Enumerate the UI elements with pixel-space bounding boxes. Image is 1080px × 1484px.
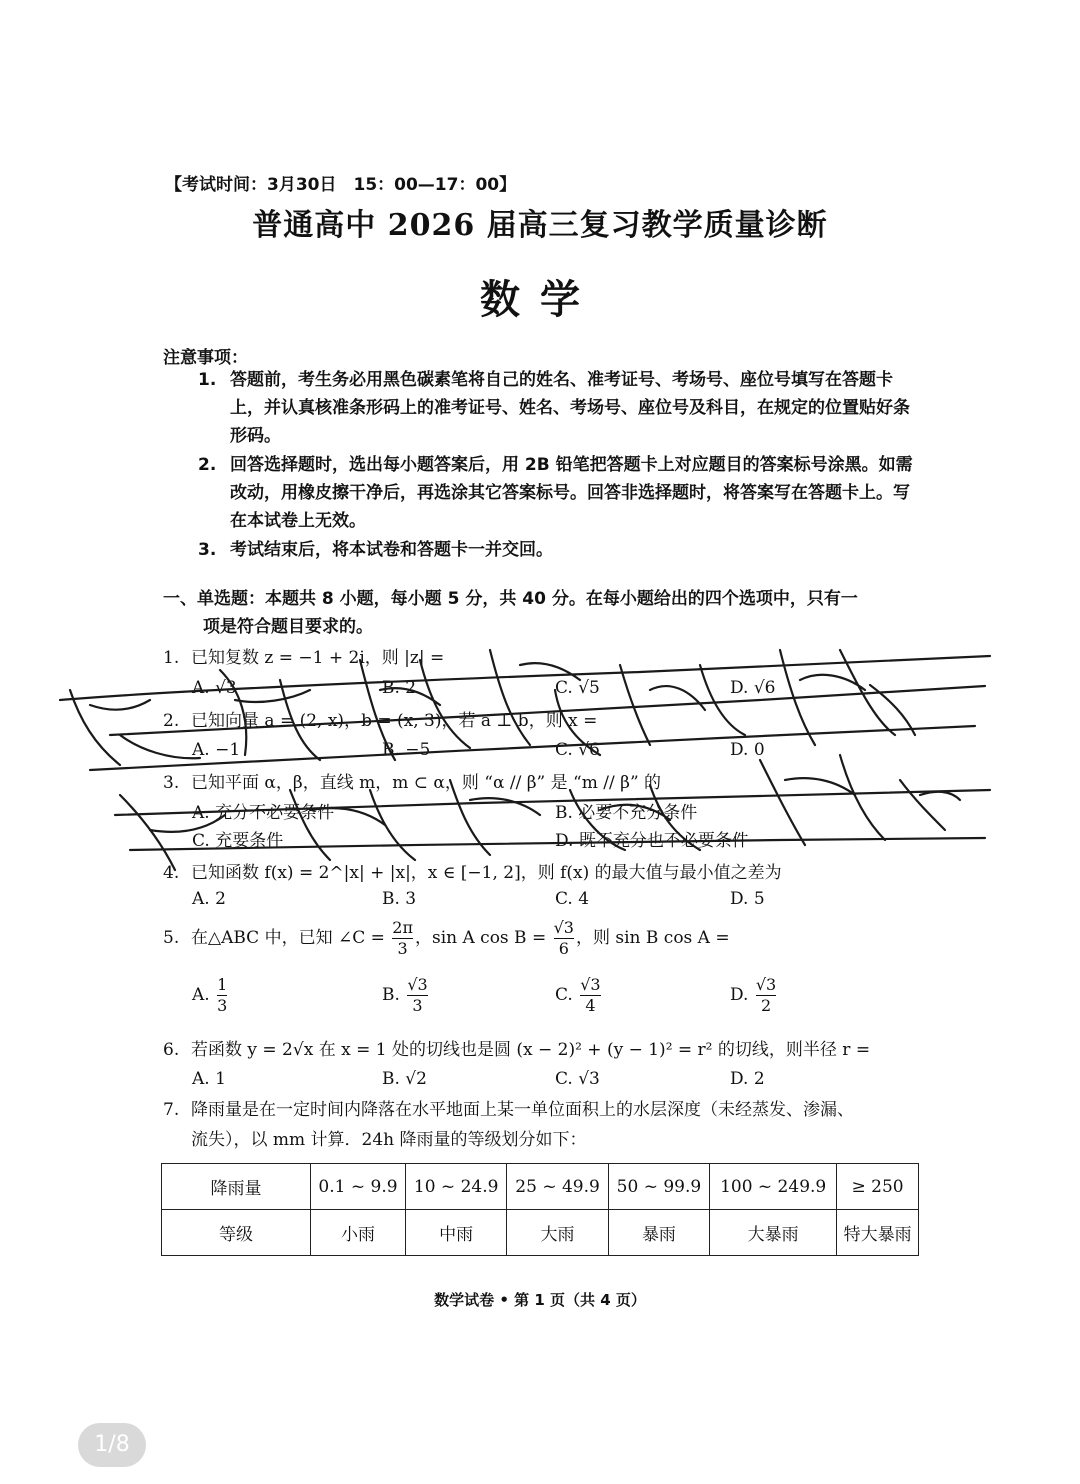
fraction-numerator: √3 [755,975,777,994]
notice-text: 答题前，考生务必用黑色碳素笔将自己的姓名、准考证号、考场号、座位号填写在答题卡上，并认真核准条形码上的准考证号、姓名、考场号、座位号及科目，在规定的位置贴好条形码。 [230,370,910,446]
fraction-numerator: 1 [217,975,228,994]
option-a: A. 1 [192,1069,226,1089]
option-label: C. [555,985,573,1005]
question-stem: ，则 sin B cos A = [575,928,730,948]
notice-item-1 [198,366,923,450]
section-line-2: 项是符合题目要求的。 [203,617,373,637]
question-number: 5. [163,928,180,948]
table-cell: 暴雨 [608,1210,709,1256]
option-c: C. 4 [555,889,590,909]
question-6 [163,1035,870,1060]
option-c: C. √5 [555,678,600,698]
option-a: A. 充分不必要条件 [192,803,335,823]
option-b: B. 必要不充分条件 [555,803,698,823]
table-cell: 25 ~ 49.9 [507,1164,608,1210]
table-cell: 中雨 [405,1210,506,1256]
option-label: B. [382,985,400,1005]
fraction-denominator: 4 [580,995,600,1016]
option-b: B. 2 [382,678,417,698]
notice-number: 3. [198,540,217,560]
question-number: 1. [163,648,180,668]
table-row [162,1210,919,1256]
option-label: A. [192,985,210,1005]
section-line-1: 一、单选题：本题共 8 小题，每小题 5 分，共 40 分。在每小题给出的四个选项中，只有一 [163,589,858,609]
question-number: 7. [163,1100,180,1120]
option-d [730,975,778,1016]
table-cell: 10 ~ 24.9 [405,1164,506,1210]
exam-title: 普通高中 2026 届高三复习教学质量诊断 [252,208,828,243]
option-b [382,975,430,1016]
scribble-stroke [620,665,745,745]
option-a: A. −1 [192,740,241,760]
fraction-denominator: 3 [407,995,427,1016]
option-d: D. 2 [730,1069,765,1089]
question-2 [163,706,597,731]
scribble-stroke [900,780,960,830]
table-cell: ≥ 250 [837,1164,919,1210]
option-c: C. 充要条件 [192,831,284,851]
fraction-numerator: √3 [580,975,601,994]
option-c: C. √3 [555,1069,600,1089]
table-cell: 0.1 ~ 9.9 [311,1164,406,1210]
option-fraction [217,975,227,1016]
question-7 [163,1095,923,1155]
fraction-denominator: 6 [554,938,574,959]
table-cell: 50 ~ 99.9 [608,1164,709,1210]
question-stem-line-2: 流失），以 mm 计算．24h 降雨量的等级划分如下： [191,1130,587,1150]
question-number: 4. [163,863,180,883]
scribble-stroke [780,650,895,745]
option-fraction [580,975,600,1016]
scribble-stroke [870,685,915,735]
subject-title: 数学 [480,276,600,323]
notice-number: 1. [198,370,217,390]
option-d: D. √6 [730,678,776,698]
option-b: B. −5 [382,740,431,760]
option-b: B. √2 [382,1069,427,1089]
question-stem: 已知复数 z = −1 + 2i，则 |z| = [191,648,445,668]
table-cell: 大雨 [507,1210,608,1256]
notice-item-2 [198,451,923,535]
fraction-numerator: √3 [407,975,428,994]
exam-time: 【考试时间：3月30日 15：00—17：00】 [165,175,517,195]
option-d: D. 0 [730,740,765,760]
fraction-numerator: 2π [392,918,413,937]
question-stem: 在△ABC 中，已知 ∠C = [191,928,385,948]
option-d: D. 既不充分也不必要条件 [555,831,749,851]
question-1 [163,643,444,668]
option-a: A. √3 [192,678,237,698]
table-header-cell: 降雨量 [162,1164,311,1210]
table-row [162,1164,919,1210]
question-stem: 已知函数 f(x) = 2^|x| + |x|，x ∈ [−1, 2]，则 f(x) 的最大值与最小值之差为 [191,863,782,883]
table-cell: 大暴雨 [710,1210,837,1256]
page-footer: 数学试卷 • 第 1 页（共 4 页） [434,1291,646,1309]
notice-text: 考试结束后，将本试卷和答题卡一并交回。 [230,540,553,560]
notice-title: 注意事项： [163,348,248,368]
question-number: 3. [163,773,180,793]
option-fraction [407,975,427,1016]
question-stem: ，sin A cos B = [414,928,547,948]
question-number: 2. [163,711,180,731]
fraction-denominator: 3 [392,938,413,959]
question-5 [163,918,730,959]
question-stem: 已知平面 α，β，直线 m，m ⊂ α，则 “α // β” 是 “m // β” 的 [191,773,662,793]
option-a [192,975,229,1016]
table-header-cell: 等级 [162,1210,311,1256]
question-number: 6. [163,1040,180,1060]
option-d: D. 5 [730,889,765,909]
option-fraction [756,975,776,1016]
fraction-denominator: 2 [756,995,776,1016]
question-stem-line-1: 降雨量是在一定时间内降落在水平地面上某一单位面积上的水层深度（未经蒸发、渗漏、 [191,1100,854,1120]
section-heading [163,585,923,641]
option-c [555,975,603,1016]
value-fraction [554,918,574,959]
question-4 [163,858,782,883]
fraction-denominator: 3 [217,996,228,1015]
notice-item-3 [198,536,923,564]
option-a: A. 2 [192,889,226,909]
notice-number: 2. [198,455,217,475]
question-stem: 若函数 y = 2√x 在 x = 1 处的切线也是圆 (x − 2)² + (y − 1)² = r² 的切线，则半径 r = [191,1040,871,1060]
table-cell: 小雨 [311,1210,406,1256]
scribble-stroke [760,755,885,845]
option-label: D. [730,985,749,1005]
table-cell: 100 ~ 249.9 [710,1164,837,1210]
table-cell: 特大暴雨 [837,1210,919,1256]
question-3 [163,768,661,793]
option-c: C. √6 [555,740,600,760]
option-b: B. 3 [382,889,417,909]
notice-text: 回答选择题时，选出每小题答案后，用 2B 铅笔把答题卡上对应题目的答案标号涂黑。如需改动，用橡皮擦干净后，再选涂其它答案标号。回答非选择题时，将答案写在答题卡上。写在本试卷上无效。 [230,455,913,531]
question-stem: 已知向量 a = (2, x)，b = (x, 3)，若 a ⊥ b，则 x = [191,711,598,731]
page-indicator[interactable]: 1/8 [78,1423,146,1467]
rainfall-table [161,1163,919,1256]
angle-fraction [392,918,413,959]
fraction-numerator: √3 [553,918,574,937]
